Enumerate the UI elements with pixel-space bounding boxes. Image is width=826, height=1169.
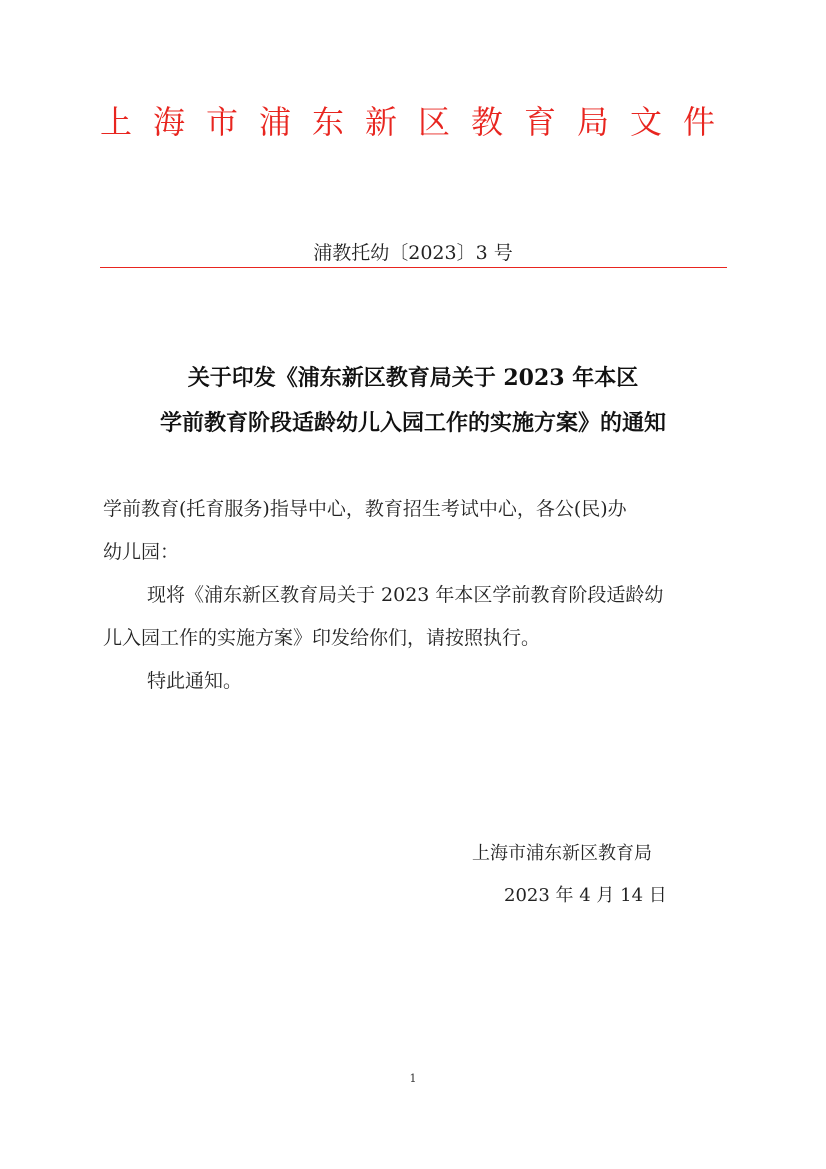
recipients-line-2: 幼儿园： <box>103 541 180 563</box>
body-paragraph-line-2: 儿入园工作的实施方案》印发给你们，请按照执行。 <box>103 627 541 649</box>
notice-title-line-2: 学前教育阶段适龄幼儿入园工作的实施方案》的通知 <box>159 410 666 436</box>
signature-date: 2023 年 4 月 14 日 <box>504 885 667 906</box>
page-number: 1 <box>409 1072 417 1085</box>
document-number: 浦教托幼〔2023〕3 号 <box>313 242 513 264</box>
closing-line: 特此通知。 <box>147 670 243 692</box>
body-paragraph-line-1: 现将《浦东新区教育局关于 2023 年本区学前教育阶段适龄幼 <box>147 584 664 606</box>
signature-organization: 上海市浦东新区教育局 <box>472 843 652 864</box>
notice-title-line-1: 关于印发《浦东新区教育局关于 2023 年本区 <box>187 365 639 391</box>
header-divider <box>100 267 727 268</box>
document-header-title: 上海市浦东新区教育局文件 <box>100 103 737 141</box>
recipients-line-1: 学前教育(托育服务)指导中心，教育招生考试中心，各公(民)办 <box>103 498 627 520</box>
